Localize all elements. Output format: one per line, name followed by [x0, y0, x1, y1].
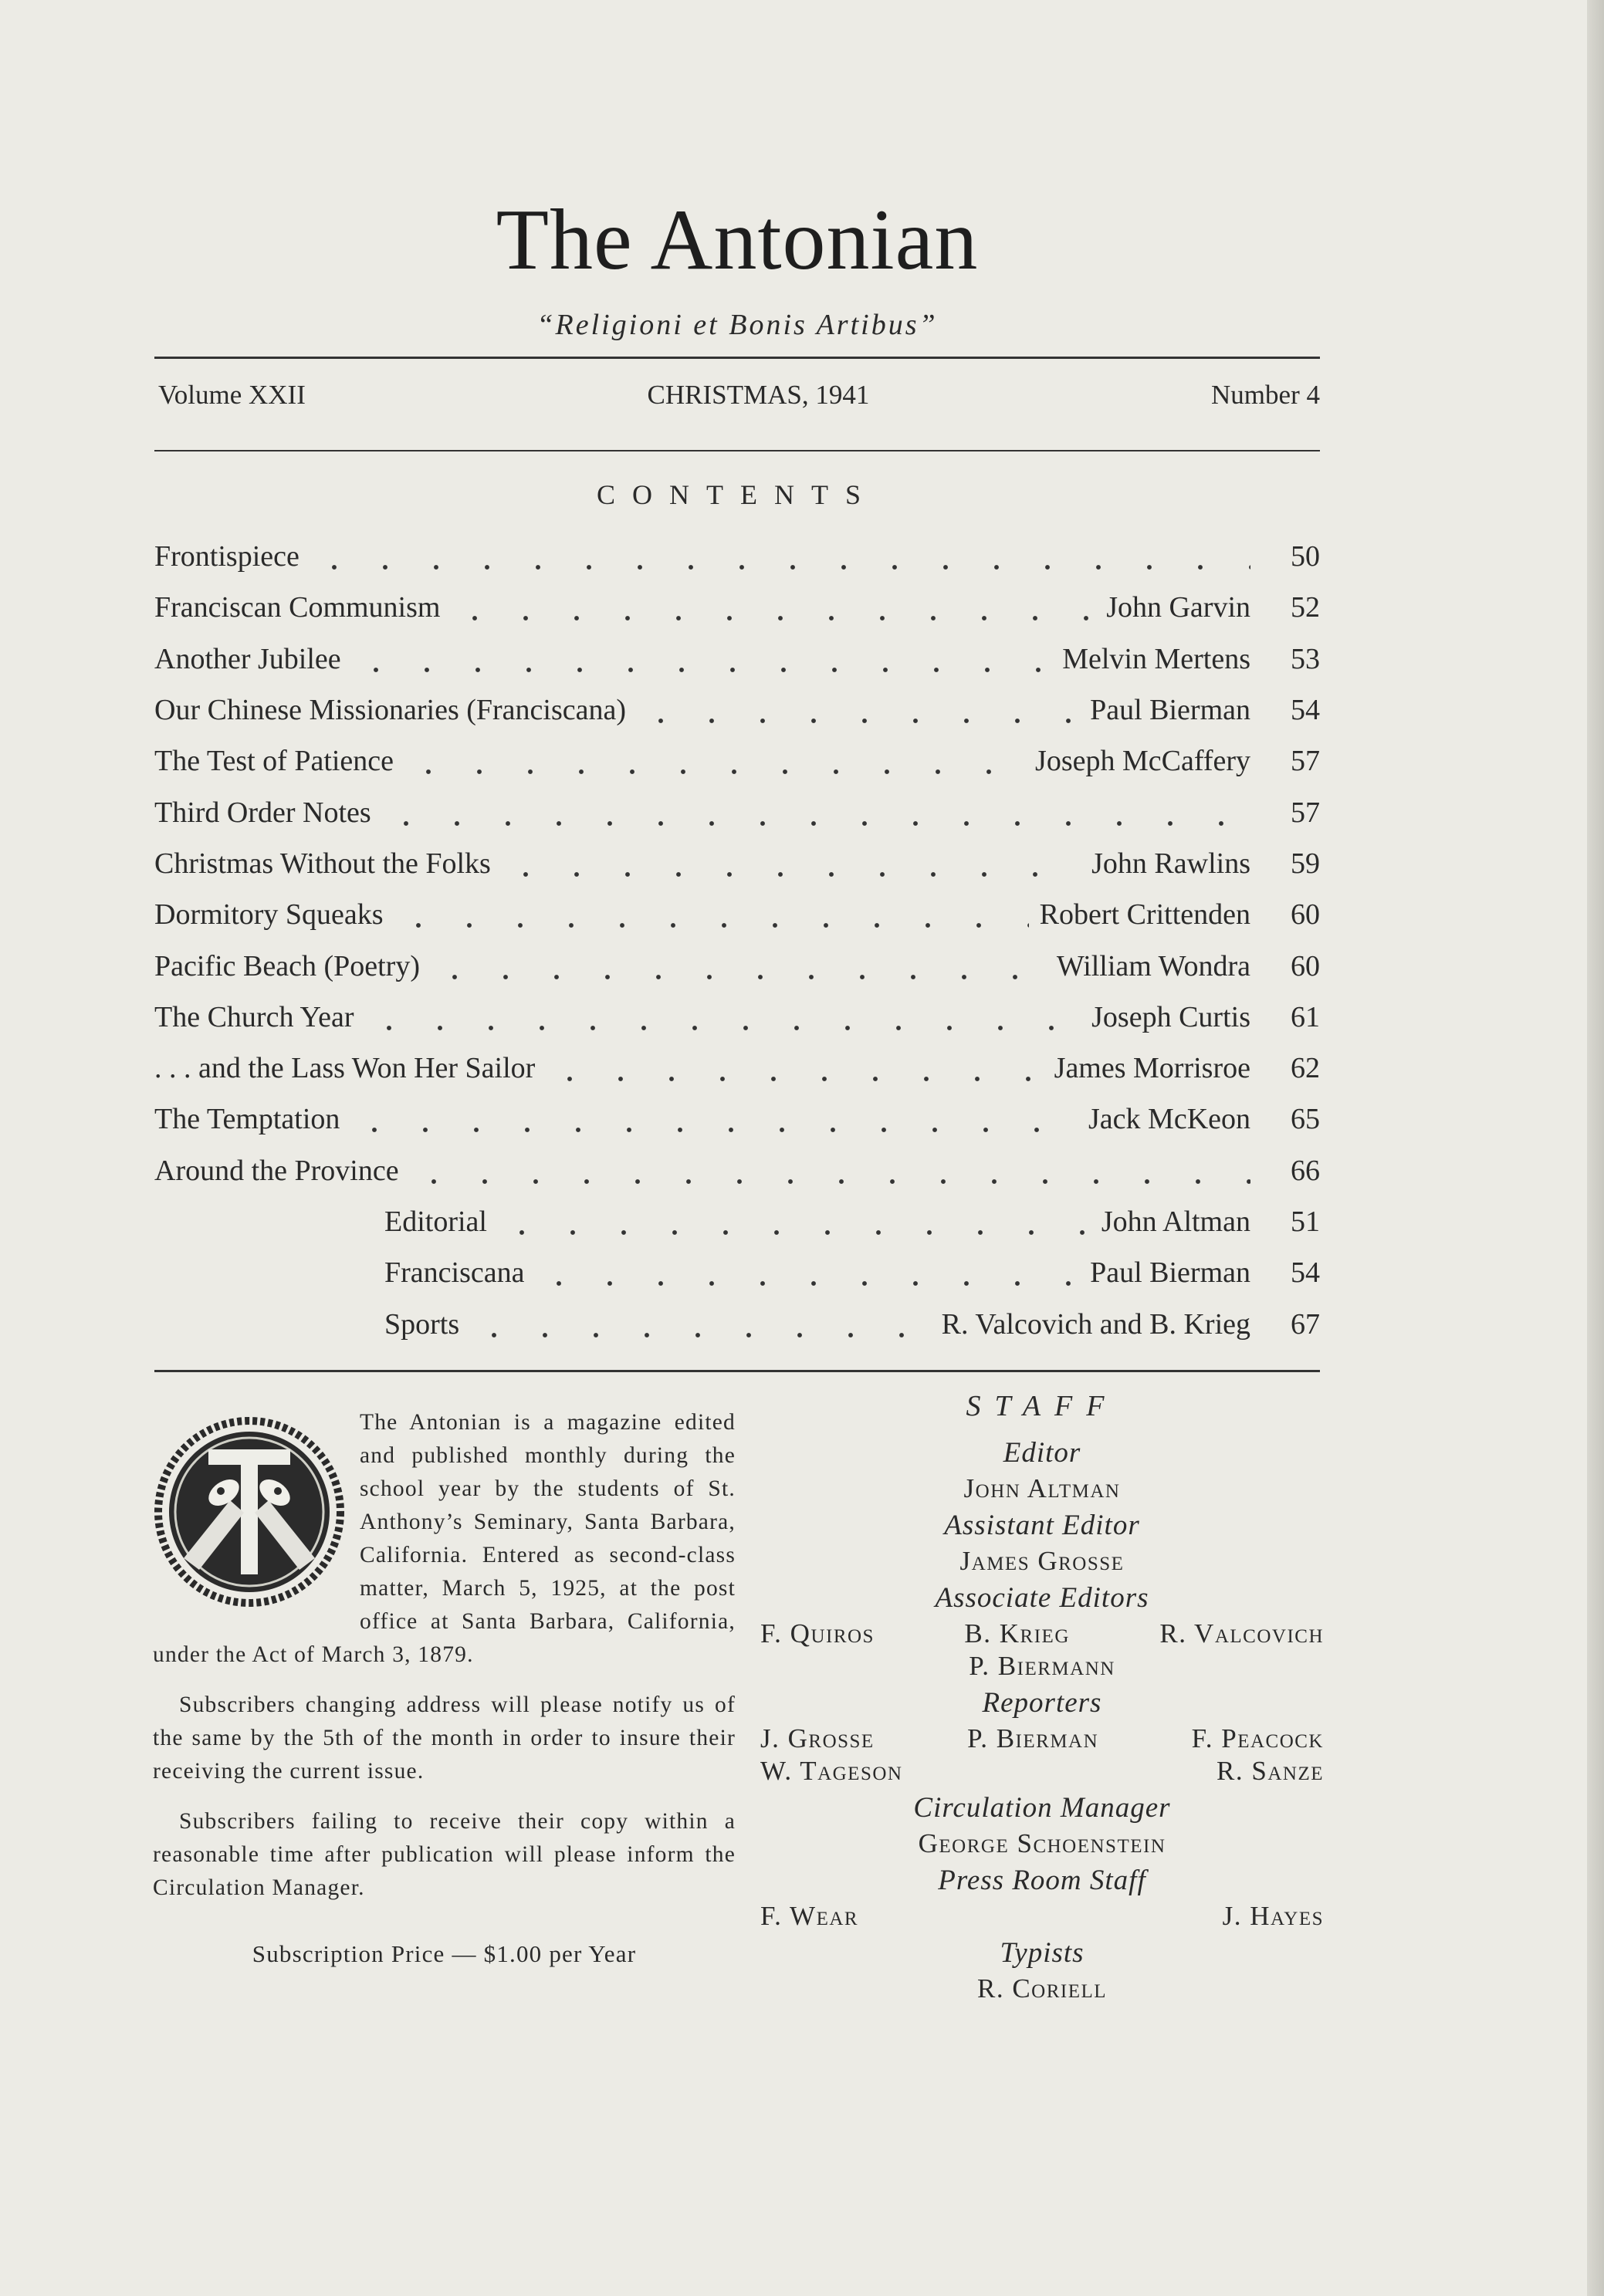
toc-title: Our Chinese Missionaries (Franciscana)	[154, 693, 635, 727]
toc-row	[154, 685, 1320, 735]
toc-title: The Church Year	[154, 1000, 364, 1034]
issue-date: CHRISTMAS, 1941	[647, 380, 870, 410]
toc-page-number: 51	[1291, 1205, 1320, 1238]
toc-title: Franciscan Communism	[154, 590, 449, 624]
toc-author: R. Valcovich and B. Krieg	[931, 1307, 1250, 1341]
dot-leader	[544, 1053, 1043, 1083]
toc-author: James Morrisroe	[1044, 1051, 1250, 1085]
typist-name: R. Coriell	[976, 1973, 1108, 2004]
associate-editors-role: Associate Editors	[935, 1582, 1149, 1614]
staff-heading: STAFF	[966, 1390, 1118, 1422]
publication-info	[153, 1406, 736, 1970]
issue-volume: Volume XXII	[158, 380, 306, 410]
circulation-manager-name: George Schoenstein	[918, 1828, 1166, 1858]
staff-name: W. Tageson	[760, 1756, 903, 1786]
toc-row	[154, 1145, 1320, 1196]
toc-title: Sports	[154, 1307, 469, 1341]
dot-leader	[309, 542, 1250, 571]
toc-author: Robert Crittenden	[1029, 898, 1250, 932]
toc-page-number: 57	[1291, 796, 1320, 829]
toc-row	[154, 1043, 1320, 1094]
toc-page-number: 54	[1291, 694, 1320, 727]
associate-editors	[760, 1618, 1324, 1650]
magazine-title: The Antonian	[496, 192, 979, 288]
toc-title: Another Jubilee	[154, 642, 350, 676]
toc-title: Around the Province	[154, 1154, 408, 1188]
toc-title: The Temptation	[154, 1102, 349, 1136]
about-text: The Antonian is a magazine edited and published monthly during the school year by the students of St. Anthony’s Seminary, Santa Barbara, California. Entered as second-class matter, March 5, 1925, at the post office at Santa Barbara, California, under the Act of March 3, 1879.	[153, 1410, 736, 1667]
rule-bottom	[154, 1370, 1320, 1372]
reporters-role: Reporters	[982, 1687, 1102, 1719]
dot-leader	[635, 695, 1079, 725]
rule-contents	[154, 450, 1320, 451]
staff-box	[760, 1389, 1324, 2005]
toc-row	[154, 940, 1320, 991]
toc-page-number: 57	[1291, 745, 1320, 778]
press-room-role: Press Room Staff	[938, 1865, 1146, 1896]
reporters-row-1	[760, 1723, 1324, 1755]
typists-role: Typists	[1000, 1937, 1085, 1969]
staff-name: J. Grosse	[760, 1723, 875, 1753]
staff-name: J. Hayes	[1222, 1901, 1324, 1931]
toc-page-number: 53	[1291, 642, 1320, 675]
toc-page-number: 61	[1291, 1000, 1320, 1033]
staff-name: P. Bierman	[967, 1723, 1099, 1753]
dot-leader	[381, 798, 1250, 827]
table-of-contents	[154, 531, 1320, 1350]
delivery-notice: Subscribers failing to receive their copy within a reasonable time after publication will please inform the Circulation Manager.	[153, 1809, 736, 1900]
subscription-price: Subscription Price — $1.00 per Year	[252, 1940, 637, 1967]
dot-leader	[429, 952, 1046, 981]
dot-leader	[533, 1258, 1079, 1287]
toc-author: Joseph Curtis	[1081, 1000, 1250, 1034]
page-edge	[1587, 0, 1604, 2296]
dot-leader	[349, 1104, 1078, 1134]
toc-author: Paul Bierman	[1079, 693, 1250, 727]
toc-title: The Test of Patience	[154, 744, 403, 778]
toc-row	[154, 582, 1320, 633]
toc-page-number: 65	[1291, 1103, 1320, 1136]
toc-page-number: 52	[1291, 591, 1320, 624]
toc-row	[154, 889, 1320, 940]
toc-row	[154, 634, 1320, 685]
toc-page-number: 60	[1291, 949, 1320, 982]
reporters-row-2	[760, 1755, 1324, 1787]
contents-heading: CONTENTS	[597, 479, 878, 510]
toc-title: Franciscana	[154, 1256, 533, 1290]
issue-line	[158, 380, 1320, 411]
toc-title: Third Order Notes	[154, 796, 381, 830]
dot-leader	[469, 1310, 931, 1339]
toc-page-number: 50	[1291, 540, 1320, 573]
magazine-motto: “Religioni et Bonis Artibus”	[536, 309, 938, 341]
rule-top	[154, 357, 1320, 359]
toc-title: Christmas Without the Folks	[154, 847, 500, 881]
toc-row	[154, 531, 1320, 582]
editor-name: John Altman	[963, 1473, 1121, 1503]
staff-name: P. Biermann	[969, 1651, 1115, 1681]
toc-title: . . . and the Lass Won Her Sailor	[154, 1051, 544, 1085]
toc-author: Joseph McCaffery	[1024, 744, 1250, 778]
dot-leader	[449, 593, 1095, 622]
toc-author: Melvin Mertens	[1051, 642, 1250, 676]
toc-row	[154, 1094, 1320, 1145]
toc-department-row	[154, 1196, 1320, 1247]
toc-page-number: 60	[1291, 898, 1320, 932]
franciscan-seal-icon	[153, 1415, 346, 1608]
address-notice: Subscribers changing address will please notify us of the same by the 5th of the month in order to insure their receiving the current issue.	[153, 1692, 736, 1784]
issue-number: Number 4	[1211, 380, 1320, 410]
staff-name: B. Krieg	[964, 1618, 1070, 1648]
staff-name: R. Valcovich	[1159, 1618, 1324, 1648]
circulation-manager-role: Circulation Manager	[913, 1792, 1171, 1824]
toc-author: John Garvin	[1095, 590, 1250, 624]
toc-title: Dormitory Squeaks	[154, 898, 393, 932]
toc-row	[154, 735, 1320, 786]
toc-department-row	[154, 1247, 1320, 1298]
toc-page-number: 62	[1291, 1052, 1320, 1085]
dot-leader	[496, 1207, 1091, 1236]
dot-leader	[403, 746, 1024, 776]
dot-leader	[500, 849, 1081, 878]
dot-leader	[393, 900, 1029, 929]
toc-row	[154, 838, 1320, 889]
toc-author: Jack McKeon	[1078, 1102, 1250, 1136]
toc-author: John Altman	[1091, 1205, 1250, 1239]
dot-leader	[408, 1156, 1250, 1185]
toc-author: William Wondra	[1046, 949, 1250, 983]
toc-title: Frontispiece	[154, 539, 309, 573]
staff-name: F. Peacock	[1191, 1723, 1324, 1753]
toc-page-number: 54	[1291, 1256, 1320, 1290]
toc-row	[154, 786, 1320, 837]
toc-author: Paul Bierman	[1079, 1256, 1250, 1290]
editor-role: Editor	[1003, 1437, 1081, 1469]
assistant-editor-role: Assistant Editor	[944, 1510, 1140, 1541]
toc-page-number: 59	[1291, 847, 1320, 880]
masthead	[154, 192, 1320, 342]
toc-author: John Rawlins	[1081, 847, 1250, 881]
toc-page-number: 67	[1291, 1307, 1320, 1341]
staff-name: R. Sanze	[1217, 1756, 1324, 1786]
staff-name: F. Wear	[760, 1901, 859, 1931]
press-room-staff	[760, 1900, 1324, 1932]
dot-leader	[364, 1003, 1081, 1032]
assistant-editor-name: James Grosse	[959, 1546, 1125, 1576]
toc-department-row	[154, 1298, 1320, 1349]
toc-row	[154, 992, 1320, 1043]
toc-page-number: 66	[1291, 1154, 1320, 1187]
dot-leader	[350, 644, 1052, 674]
toc-title: Pacific Beach (Poetry)	[154, 949, 429, 983]
toc-title: Editorial	[154, 1205, 496, 1239]
staff-name: F. Quiros	[760, 1618, 875, 1648]
